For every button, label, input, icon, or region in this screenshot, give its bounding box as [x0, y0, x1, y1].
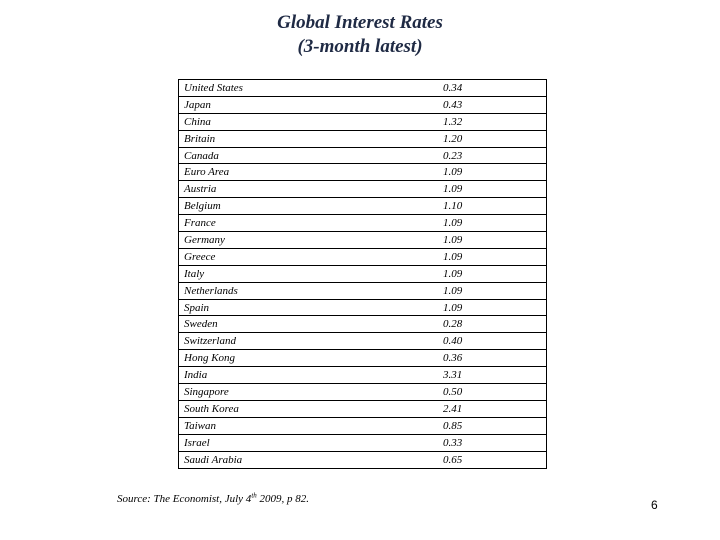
- source-note: [117, 492, 309, 506]
- country-cell: Netherlands: [184, 284, 238, 297]
- country-cell: South Korea: [184, 402, 239, 415]
- source-prefix: Source: The Economist, July 4: [117, 493, 252, 505]
- table-row: [179, 97, 546, 114]
- country-cell: Britain: [184, 132, 216, 145]
- country-cell: India: [184, 369, 208, 382]
- rate-cell: 0.50: [443, 386, 463, 399]
- table-row: [179, 131, 546, 148]
- table-row: [179, 283, 546, 300]
- rate-cell: 0.40: [443, 335, 463, 348]
- rate-cell: 1.09: [443, 183, 463, 196]
- rate-cell: 0.23: [443, 149, 463, 162]
- table-row: [179, 401, 546, 418]
- rate-cell: 3.31: [443, 369, 463, 382]
- table-row: [179, 435, 546, 452]
- page-subtitle: (3-month latest): [297, 36, 423, 57]
- table-row: [179, 384, 546, 401]
- country-cell: Italy: [184, 267, 205, 280]
- country-cell: Germany: [184, 234, 225, 247]
- table-row: [179, 367, 546, 384]
- rate-cell: 0.34: [443, 82, 463, 94]
- country-cell: Japan: [184, 98, 211, 111]
- rate-cell: 1.09: [443, 234, 463, 247]
- country-cell: Israel: [184, 436, 210, 449]
- country-cell: Austria: [184, 183, 217, 196]
- country-cell: Saudi Arabia: [184, 453, 243, 466]
- country-cell: United States: [184, 82, 243, 94]
- table-row: [179, 266, 546, 283]
- rate-cell: 2.41: [443, 402, 463, 415]
- country-cell: Euro Area: [184, 166, 230, 179]
- table-row: [179, 164, 546, 181]
- page-number: 6: [651, 498, 658, 512]
- table-row: [179, 418, 546, 435]
- rate-cell: 1.09: [443, 284, 463, 297]
- table-row: [179, 316, 546, 333]
- country-cell: Hong Kong: [184, 352, 236, 365]
- country-cell: France: [184, 217, 216, 230]
- country-cell: Taiwan: [184, 419, 217, 432]
- rate-cell: 1.09: [443, 301, 463, 314]
- table-row: [179, 452, 546, 469]
- table-row: [179, 181, 546, 198]
- interest-rates-table: [178, 79, 547, 469]
- rate-cell: 0.33: [443, 436, 463, 449]
- table-row: [179, 215, 546, 232]
- rate-cell: 1.09: [443, 217, 463, 230]
- rate-cell: 1.09: [443, 250, 463, 263]
- rate-cell: 1.09: [443, 267, 463, 280]
- rate-cell: 0.36: [443, 352, 463, 365]
- country-cell: China: [184, 115, 211, 128]
- table-row: [179, 114, 546, 131]
- table-row: [179, 232, 546, 249]
- country-cell: Switzerland: [184, 335, 236, 348]
- table-row: [179, 198, 546, 215]
- country-cell: Greece: [184, 250, 216, 263]
- rate-cell: 0.28: [443, 318, 463, 331]
- table-row: [179, 300, 546, 317]
- rate-cell: 0.65: [443, 453, 463, 466]
- rate-cell: 0.85: [443, 419, 463, 432]
- source-suffix: 2009, p 82.: [256, 493, 310, 505]
- source-superscript: th: [251, 491, 257, 500]
- country-cell: Belgium: [184, 200, 221, 213]
- page-title: Global Interest Rates: [277, 12, 443, 33]
- country-cell: Spain: [184, 301, 210, 314]
- rate-cell: 0.43: [443, 98, 463, 111]
- table-row: [179, 350, 546, 367]
- country-cell: Canada: [184, 149, 219, 162]
- country-cell: Singapore: [184, 386, 229, 399]
- rate-cell: 1.10: [443, 200, 463, 213]
- rate-cell: 1.09: [443, 166, 463, 179]
- table-row: [179, 249, 546, 266]
- rate-cell: 1.32: [443, 115, 463, 128]
- country-cell: Sweden: [184, 318, 218, 331]
- rate-cell: 1.20: [443, 132, 463, 145]
- table-row: [179, 80, 546, 97]
- table-row: [179, 333, 546, 350]
- table-row: [179, 148, 546, 165]
